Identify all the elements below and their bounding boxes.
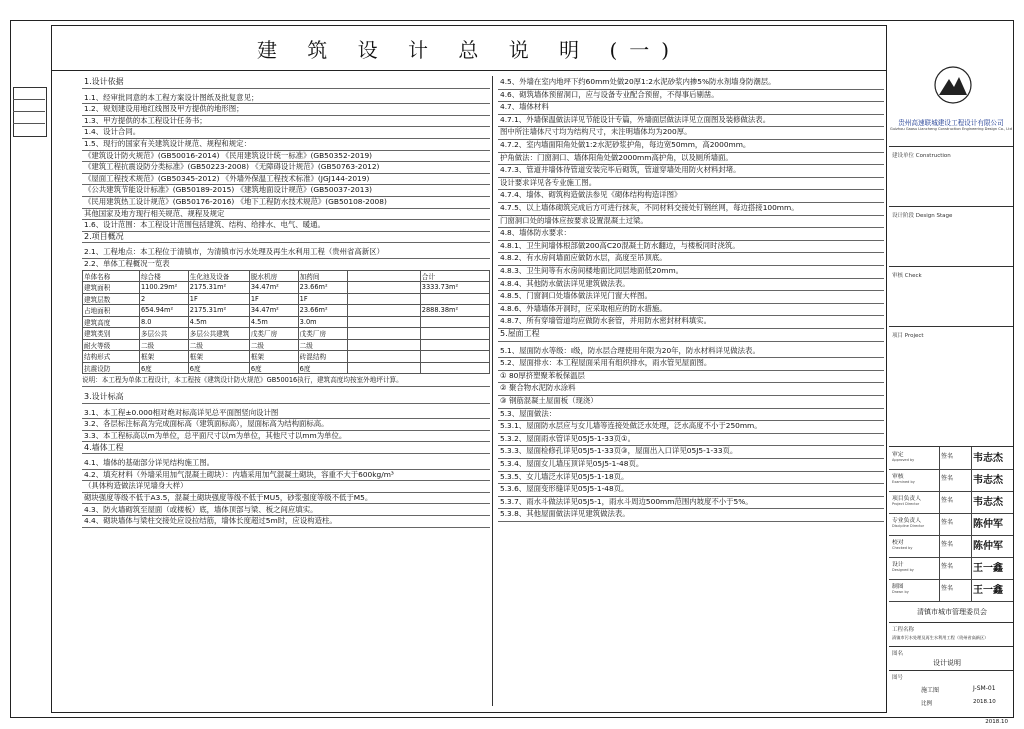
footnote: 2018.10 — [985, 719, 1008, 725]
table-cell — [347, 362, 420, 374]
drawing-number: J-SM-01 — [973, 685, 996, 692]
stage: 施工图 — [921, 687, 940, 694]
table-cell: 34.47m² — [249, 305, 298, 317]
spec-line: 5.3.6、屋面变形缝详见05J5-1-48页。 — [498, 483, 884, 497]
table-cell: 二级 — [298, 339, 347, 351]
spec-line: 4.2、填充材料（外墙采用加气混凝土砌块）：内墙采用加气混凝土砌块，容重不大于600kg/m³ — [82, 469, 490, 482]
signature-role-en: Approved by — [892, 458, 915, 462]
company-logo-icon — [933, 65, 973, 105]
table-cell — [347, 293, 420, 305]
spec-line: 4.7.3、管道井墙体待管道安装完毕后砌筑，管道穿墙处用防火材料封堵。 — [498, 164, 884, 178]
table-cell: 6度 — [188, 362, 249, 374]
signature-label: 签名 — [941, 519, 954, 526]
table-cell: 2888.38m² — [420, 305, 489, 317]
spec-line: 5.3、屋面做法： — [498, 408, 884, 422]
table-cell: 建筑类别 — [83, 328, 140, 340]
signature-label: 签名 — [941, 541, 954, 548]
table-cell — [347, 282, 420, 294]
spec-line: 5.1、屋面防水等级：Ⅰ级，防水层合理使用年限为20年，防水材料详见做法表。 — [498, 345, 884, 359]
signature-role-en: Examined by — [892, 480, 915, 484]
table-cell — [347, 316, 420, 328]
check-block: 审核 Check — [889, 267, 1013, 327]
table-cell — [347, 305, 420, 317]
table-cell: 戊类厂房 — [249, 328, 298, 340]
signature-label: 签名 — [941, 497, 954, 504]
signature-label: 签名 — [941, 475, 954, 482]
table-cell — [347, 339, 420, 351]
spec-line: 砌块强度等级不低于A3.5，混凝土砌块强度等级不低于MU5，砂浆强度等级不低于M5。 — [82, 492, 490, 505]
section-heading: 4.墙体工程 — [82, 442, 490, 455]
left-column — [82, 76, 490, 706]
table-cell: 2175.31m² — [188, 282, 249, 294]
spec-line: 4.3、防火墙砌筑至屋面（或楼板）底，墙体顶部与梁、板之间应填实。 — [82, 504, 490, 517]
signature-role: 专业负责人 — [892, 518, 921, 524]
signature-label: 签名 — [941, 563, 954, 570]
spec-line: 4.8.3、卫生间等有水房间楼地面比同层地面低20mm。 — [498, 265, 884, 279]
spec-line: ② 聚合物水泥防水涂料 — [498, 382, 884, 396]
signature-role-en: Designed by — [892, 568, 914, 572]
table-cell: 框架 — [139, 351, 188, 363]
spec-line: 2.1、工程地点：本工程位于清镇市，为清镇市污水处理及再生水利用工程（贵州省高新区） — [82, 246, 490, 259]
spec-line: 3.3、本工程标高以m为单位，总平面尺寸以m为单位，其他尺寸以mm为单位。 — [82, 430, 490, 443]
signature-name: 陈仲军 — [973, 519, 1003, 530]
spec-line: 2.2、单体工程概况一览表 — [82, 258, 490, 271]
table-row — [83, 282, 490, 294]
title-band — [52, 26, 886, 71]
spec-line: 门窗洞口处的墙体应按要求设置混凝土过梁。 — [498, 215, 884, 229]
signature-role: 校对 — [892, 540, 904, 546]
section-heading: 3.设计标高 — [82, 391, 490, 404]
table-cell: 654.94m² — [139, 305, 188, 317]
table-cell: 二级 — [249, 339, 298, 351]
table-header-cell: 脱水机房 — [249, 270, 298, 282]
table-cell: 耐火等级 — [83, 339, 140, 351]
spec-line: 4.8.6、外墙墙体开洞时，应采取相应的防水措施。 — [498, 303, 884, 317]
spec-line: 4.4、砌块墙体与梁柱交接处应设拉结筋，墙体长度超过5m时，应设构造柱。 — [82, 515, 490, 528]
table-row — [83, 293, 490, 305]
table-cell: 结构形式 — [83, 351, 140, 363]
spec-line: 《民用建筑热工设计规范》(GB50176-2016) 《地下工程防水技术规范》(GB50108-2008) — [82, 196, 490, 209]
table-row — [83, 351, 490, 363]
table-cell: 23.66m² — [298, 305, 347, 317]
drawing-name-block: 图名 设计说明 — [889, 647, 1013, 671]
spec-line: 5.3.2、屋面雨水管详见05J5-1-33页①。 — [498, 433, 884, 447]
spec-line: 4.1、墙体的基础部分详见结构施工图。 — [82, 457, 490, 470]
table-cell: 多层公共 — [139, 328, 188, 340]
spec-line: 4.7.2、室内墙面阳角处做1:2水泥砂浆护角，每边宽50mm，高2000mm。 — [498, 139, 884, 153]
table-cell — [420, 339, 489, 351]
company-name-en: Guizhou Gaosu Liancheng Construction Engineering Design Co., Ltd — [889, 127, 1012, 131]
construction-block: 建设单位 Construction — [889, 147, 1013, 207]
left-binding-strip — [11, 21, 51, 717]
spec-line: 5.3.4、屋面女儿墙压顶详见05J5-1-48页。 — [498, 458, 884, 472]
spec-line: 4.6、砌筑墙体预留洞口，应与设备专业配合预留，不得事后剔凿。 — [498, 89, 884, 103]
table-cell: 3333.73m² — [420, 282, 489, 294]
table-cell: 建筑面积 — [83, 282, 140, 294]
table-row — [83, 316, 490, 328]
spec-line: 1.4、设计合同。 — [82, 126, 490, 139]
spec-line: 4.8.7、所有穿墙管道均应做防水套管，并用防水密封材料填实。 — [498, 315, 884, 329]
table-cell: 23.66m² — [298, 282, 347, 294]
signature-table — [889, 447, 1013, 601]
table-cell: 4.5m — [188, 316, 249, 328]
section-heading: 2.项目概况 — [82, 231, 490, 244]
spec-line: 《屋面工程技术规范》(GB50345-2012) 《外墙外保温工程技术标准》(JGJ144-2019) — [82, 173, 490, 186]
table-row — [83, 339, 490, 351]
spec-line: 《建筑设计防火规范》(GB50016-2014) 《民用建筑设计统一标准》(GB50352-2019) — [82, 150, 490, 163]
table-header-cell: 综合楼 — [139, 270, 188, 282]
table-header-cell: 生化池及设备 — [188, 270, 249, 282]
signature-name: 韦志杰 — [973, 453, 1003, 464]
spec-line: 3.2、各层标注标高为完成面标高（建筑面标高），屋面标高为结构面标高。 — [82, 418, 490, 431]
table-header-cell: 单体名称 — [83, 270, 140, 282]
spec-line: 1.1、经审批同意的本工程方案设计图纸及批复意见； — [82, 92, 490, 105]
signature-role-en: Discipline Director — [892, 524, 925, 528]
spec-line: 设计要求详见各专业施工图。 — [498, 177, 884, 191]
company-name: 贵州高速联城建设工程设计有限公司 — [898, 119, 1004, 127]
table-cell: 建筑高度 — [83, 316, 140, 328]
spec-line: 5.3.3、屋面检修孔详见05J5-1-33页③，屋面出入口详见05J5-1-33页。 — [498, 445, 884, 459]
signature-role-en: Project Director — [892, 502, 920, 506]
date: 2018.10 — [973, 699, 996, 705]
signature-name: 王一鑫 — [973, 585, 1003, 596]
drawing-name: 设计说明 — [933, 659, 961, 667]
spec-line: 其他国家及地方现行相关规范、规程及规定 — [82, 208, 490, 221]
project-name: 清镇市污水处理及再生水利用工程（贵州省高新区） — [892, 635, 989, 640]
table-row — [83, 362, 490, 374]
spec-line: 5.3.7、雨水斗做法详见05J5-1，雨水斗周边500mm范围内坡度不小于5%。 — [498, 496, 884, 510]
table-cell: 二级 — [139, 339, 188, 351]
table-cell: 1F — [298, 293, 347, 305]
spec-line: 5.2、屋面排水：本工程屋面采用有组织排水，雨水管见屋面图。 — [498, 357, 884, 371]
drawing-sheet — [10, 20, 1014, 718]
table-cell: 6度 — [139, 362, 188, 374]
table-cell: 1F — [249, 293, 298, 305]
table-header-cell — [347, 270, 420, 282]
signature-row — [889, 469, 1013, 492]
spec-line: 1.6、设计范围：本工程设计范围包括建筑、结构、给排水、电气、暖通。 — [82, 219, 490, 232]
table-cell: 34.47m² — [249, 282, 298, 294]
table-cell: 占地面积 — [83, 305, 140, 317]
client-name: 清镇市城市管理委员会 — [917, 608, 987, 616]
spec-line: 4.8.2、有水房间墙面应做防水层，高度至吊顶底。 — [498, 252, 884, 266]
spec-line: 4.5、外墙在室内地坪下约60mm处做20厚1:2水泥砂浆内掺5%防水剂墙身防潮层。 — [498, 76, 884, 90]
spec-line: 4.8.5、门窗洞口处墙体做法详见门窗大样图。 — [498, 290, 884, 304]
signature-role: 设计 — [892, 562, 904, 568]
table-row — [83, 305, 490, 317]
signature-row — [889, 535, 1013, 558]
section-heading: 5.屋面工程 — [498, 328, 884, 342]
signature-label: 签名 — [941, 453, 954, 460]
spec-line: 5.3.8、其他屋面做法详见建筑做法表。 — [498, 508, 884, 522]
signature-row — [889, 447, 1013, 470]
signature-name: 陈仲军 — [973, 541, 1003, 552]
signature-name: 韦志杰 — [973, 475, 1003, 486]
signature-label: 签名 — [941, 585, 954, 592]
project-block: 项目 Project — [889, 327, 1013, 447]
project-summary-table — [82, 270, 490, 388]
spec-line: 4.7.1、外墙保温做法详见节能设计专篇，外墙面层做法详见立面图及装修做法表。 — [498, 114, 884, 128]
spec-line: 《公共建筑节能设计标准》(GB50189-2015) 《建筑地面设计规范》(GB50037-2013) — [82, 184, 490, 197]
table-cell: 1100.29m² — [139, 282, 188, 294]
table-cell: 6度 — [249, 362, 298, 374]
table-cell: 二级 — [188, 339, 249, 351]
spec-line: 4.8.4、其他防水做法详见建筑做法表。 — [498, 278, 884, 292]
signature-role: 项目负责人 — [892, 496, 921, 502]
spec-line: 4.7.4、墙体、砌筑构造做法参见《砌体结构构造详图》 — [498, 189, 884, 203]
page-title: 建 筑 设 计 总 说 明 (一) — [256, 38, 682, 62]
binding-stamp-box — [13, 87, 47, 137]
table-cell — [347, 351, 420, 363]
table-header-cell: 合计 — [420, 270, 489, 282]
section-heading: 1.设计依据 — [82, 76, 490, 89]
table-cell: 1F — [188, 293, 249, 305]
signature-row — [889, 579, 1013, 602]
signature-row — [889, 557, 1013, 580]
spec-line: 4.8、墙体防水要求： — [498, 227, 884, 241]
spec-line: 图中所注墙体尺寸均为结构尺寸，未注明墙体均为200厚。 — [498, 126, 884, 140]
table-cell — [347, 328, 420, 340]
scale-label: 比例 — [921, 701, 933, 707]
spec-line: （具体构造做法详见墙身大样） — [82, 480, 490, 493]
spec-line: 4.7、墙体材料 — [498, 101, 884, 115]
spec-line: 5.3.5、女儿墙泛水详见05J5-1-18页。 — [498, 471, 884, 485]
spec-line: 3.1、本工程±0.000相对绝对标高详见总平面图竖向设计图 — [82, 407, 490, 420]
table-cell: 4.5m — [249, 316, 298, 328]
table-cell: 建筑层数 — [83, 293, 140, 305]
signature-role-en: Checked by — [892, 546, 913, 550]
spec-line: ③ 钢筋混凝土屋面板（现浇） — [498, 395, 884, 409]
table-cell — [420, 293, 489, 305]
design-stage-block: 设计阶段 Design Stage — [889, 207, 1013, 267]
table-cell: 框架 — [188, 351, 249, 363]
signature-role: 制图 — [892, 584, 904, 590]
signature-row — [889, 491, 1013, 514]
right-column — [498, 76, 884, 706]
table-cell: 戊类厂房 — [298, 328, 347, 340]
spec-line: 1.5、现行的国家有关建筑设计规范、规程和规定： — [82, 138, 490, 151]
table-cell: 6度 — [298, 362, 347, 374]
column-divider — [492, 76, 493, 706]
table-cell: 8.0 — [139, 316, 188, 328]
table-row — [83, 328, 490, 340]
table-header-cell: 加药间 — [298, 270, 347, 282]
signature-role-en: Drawn by — [892, 590, 909, 594]
drawing-frame — [51, 25, 887, 713]
spec-line: ① 80厚挤塑聚苯板保温层 — [498, 370, 884, 384]
table-cell: 抗震设防 — [83, 362, 140, 374]
table-cell: 2175.31m² — [188, 305, 249, 317]
client-block — [889, 601, 1013, 623]
spec-line: 1.2、规划建设用地红线图及甲方提供的地形图； — [82, 103, 490, 116]
signature-name: 韦志杰 — [973, 497, 1003, 508]
project-name-block: 工程名称 清镇市污水处理及再生水利用工程（贵州省高新区） — [889, 623, 1013, 647]
table-cell: 框架 — [249, 351, 298, 363]
spec-line: 4.7.5、以上墙体砌筑完成后方可进行抹灰，不同材料交接处钉钢丝网，每边搭接100mm。 — [498, 202, 884, 216]
table-cell: 3.0m — [298, 316, 347, 328]
signature-name: 王一鑫 — [973, 563, 1003, 574]
table-cell: 多层公共建筑 — [188, 328, 249, 340]
spec-line: 4.8.1、卫生间墙体根部做200高C20混凝土防水翻边，与楼板同时浇筑。 — [498, 240, 884, 254]
table-cell — [420, 316, 489, 328]
table-cell — [420, 351, 489, 363]
company-block — [889, 21, 1013, 147]
spec-line: 护角做法：门窗洞口、墙体阳角处做2000mm高护角，以及厕所墙面。 — [498, 152, 884, 166]
table-cell: 砖混结构 — [298, 351, 347, 363]
spec-line: 1.3、甲方提供的本工程设计任务书； — [82, 115, 490, 128]
table-cell: 2 — [139, 293, 188, 305]
signature-role: 审核 — [892, 474, 904, 480]
spec-line: 5.3.1、屋面防水层应与女儿墙等连接处做泛水处理，泛水高度不小于250mm。 — [498, 420, 884, 434]
drawing-number-block: 图号 施工图 J-SM-01 比例 2018.10 — [892, 675, 996, 707]
signature-row — [889, 513, 1013, 536]
table-cell — [420, 362, 489, 374]
table-cell — [420, 328, 489, 340]
title-block — [889, 21, 1013, 717]
table-note: 说明：本工程为单体工程设计，本工程按《建筑设计防火规范》GB50016执行，建筑高度均按室外地坪计算。 — [82, 374, 490, 387]
spec-line: 《建筑工程抗震设防分类标准》(GB50223-2008) 《无障碍设计规范》(GB50763-2012) — [82, 161, 490, 174]
signature-role: 审定 — [892, 452, 904, 458]
